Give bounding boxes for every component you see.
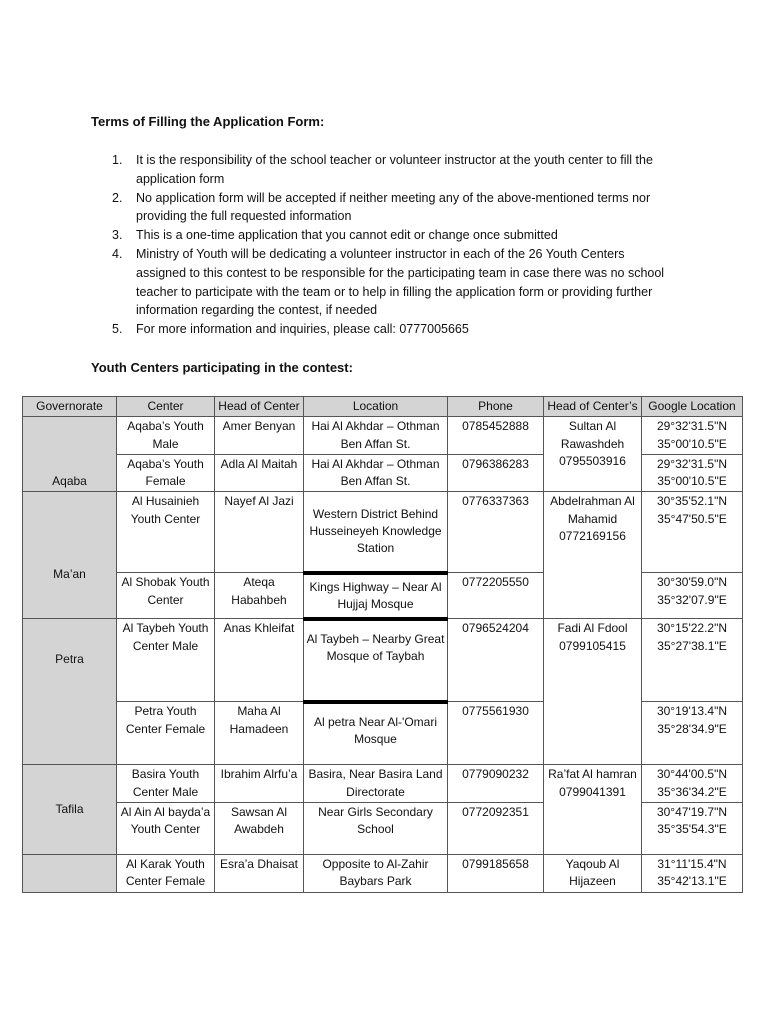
- gps-cell: 30°35'52.1"N 35°47'50.5"E: [642, 492, 743, 573]
- head-cell: Ibrahim Alrfu’a: [215, 765, 304, 803]
- center-cell: Al Karak Youth Center Female: [117, 855, 215, 893]
- location-cell: Al Taybeh – Nearby Great Mosque of Taybah: [304, 619, 448, 702]
- governorate-cell: Ma’an: [23, 492, 117, 619]
- head-cell: Esra’a Dhaisat: [215, 855, 304, 893]
- location-cell: Kings Highway – Near Al Hujjaj Mosque: [304, 573, 448, 619]
- terms-list: [112, 151, 672, 339]
- terms-heading: Terms of Filling the Application Form:: [91, 114, 325, 129]
- center-cell: Aqaba’s Youth Male: [117, 417, 215, 455]
- center-cell: Al Taybeh Youth Center Male: [117, 619, 215, 702]
- contact-cell: Fadi Al Fdool 0799105415: [544, 619, 642, 765]
- gps-cell: 30°30'59.0"N 35°32'07.9"E: [642, 573, 743, 619]
- list-item: 5. For more information and inquiries, please call: 0777005665: [112, 322, 469, 337]
- term-text: For more information and inquiries, please call: 0777005665: [136, 322, 469, 337]
- list-item: 4. Ministry of Youth will be dedicating a volunteer instructor in each of the 26 Youth Centers assigned to this contest to be responsible for the participating team in case there was no school teacher to participate with the team or to help in filling the application form or providing further information regarding the contest, if needed: [112, 246, 665, 318]
- center-cell: Al Ain Al bayda’a Youth Center: [117, 803, 215, 855]
- phone-cell: 0799185658: [448, 855, 544, 893]
- center-cell: Petra Youth Center Female: [117, 702, 215, 765]
- center-cell: Aqaba’s Youth Female: [117, 454, 215, 492]
- table-row: [23, 619, 743, 702]
- column-header: Location: [304, 397, 448, 417]
- location-cell: Hai Al Akhdar – Othman Ben Affan St.: [304, 454, 448, 492]
- location-cell: Basira, Near Basira Land Directorate: [304, 765, 448, 803]
- contact-cell: Ra’fat Al hamran 0799041391: [544, 765, 642, 855]
- governorate-cell: Aqaba: [23, 417, 117, 492]
- phone-cell: 0796386283: [448, 454, 544, 492]
- column-header: Governorate: [23, 397, 117, 417]
- table-row: [23, 492, 743, 573]
- governorate-cell: Petra: [23, 619, 117, 765]
- youth-centers-table: [22, 396, 743, 893]
- list-item: 3. This is a one-time application that you cannot edit or change once submitted: [112, 228, 558, 243]
- head-cell: Amer Benyan: [215, 417, 304, 455]
- table-header-row: [23, 397, 743, 417]
- term-text: Ministry of Youth will be dedicating a volunteer instructor in each of the 26 Youth Centers assigned to this contest to be responsible for the participating team in case there was no school teacher to participate with the team or to help in filling the application form or providing further information regarding the contest, if needed: [136, 246, 665, 318]
- phone-cell: 0796524204: [448, 619, 544, 702]
- phone-cell: 0772092351: [448, 803, 544, 855]
- location-cell: Hai Al Akhdar – Othman Ben Affan St.: [304, 417, 448, 455]
- head-cell: Nayef Al Jazi: [215, 492, 304, 573]
- term-text: No application form will be accepted if neither meeting any of the above-mentioned terms nor providing the full requested information: [136, 190, 651, 224]
- gps-cell: 29°32'31.5"N 35°00'10.5"E: [642, 454, 743, 492]
- table-row: [23, 417, 743, 455]
- center-cell: Basira Youth Center Male: [117, 765, 215, 803]
- head-cell: Ateqa Habahbeh: [215, 573, 304, 619]
- contact-cell: Abdelrahman Al Mahamid 0772169156: [544, 492, 642, 619]
- list-item: 2. No application form will be accepted if neither meeting any of the above-mentioned terms nor providing the full requested information: [112, 190, 651, 224]
- gps-cell: 30°44'00.5"N 35°36'34.2"E: [642, 765, 743, 803]
- head-cell: Anas Khleifat: [215, 619, 304, 702]
- column-header: Phone: [448, 397, 544, 417]
- gps-cell: 31°11'15.4"N 35°42'13.1"E: [642, 855, 743, 893]
- contact-cell: Sultan Al Rawashdeh 0795503916: [544, 417, 642, 492]
- head-cell: Sawsan Al Awabdeh: [215, 803, 304, 855]
- phone-cell: 0785452888: [448, 417, 544, 455]
- column-header: Head of Center’s: [544, 397, 642, 417]
- head-cell: Maha Al Hamadeen: [215, 702, 304, 765]
- gps-cell: 30°47'19.7"N 35°35'54.3"E: [642, 803, 743, 855]
- phone-cell: 0779090232: [448, 765, 544, 803]
- gps-cell: 30°19'13.4"N 35°28'34.9"E: [642, 702, 743, 765]
- center-cell: Al Shobak Youth Center: [117, 573, 215, 619]
- column-header: Head of Center: [215, 397, 304, 417]
- location-cell: Al petra Near Al-'Omari Mosque: [304, 702, 448, 765]
- governorate-cell: [23, 855, 117, 893]
- contact-cell: Yaqoub Al Hijazeen: [544, 855, 642, 893]
- head-cell: Adla Al Maitah: [215, 454, 304, 492]
- center-cell: Al Husainieh Youth Center: [117, 492, 215, 573]
- location-cell: Opposite to Al-Zahir Baybars Park: [304, 855, 448, 893]
- column-header: Google Location: [642, 397, 743, 417]
- table-row: [23, 765, 743, 803]
- governorate-cell: Tafila: [23, 765, 117, 855]
- location-cell: Western District Behind Husseineyeh Knowledge Station: [304, 492, 448, 573]
- column-header: Center: [117, 397, 215, 417]
- centers-heading: Youth Centers participating in the contest:: [91, 360, 353, 375]
- location-cell: Near Girls Secondary School: [304, 803, 448, 855]
- gps-cell: 30°15'22.2"N 35°27'38.1"E: [642, 619, 743, 702]
- phone-cell: 0775561930: [448, 702, 544, 765]
- gps-cell: 29°32'31.5"N 35°00'10.5"E: [642, 417, 743, 455]
- phone-cell: 0776337363: [448, 492, 544, 573]
- table-row: [23, 855, 743, 893]
- list-item: 1. It is the responsibility of the school teacher or volunteer instructor at the youth center to fill the application form: [112, 153, 653, 186]
- term-text: It is the responsibility of the school teacher or volunteer instructor at the youth center to fill the application form: [136, 153, 653, 186]
- phone-cell: 0772205550: [448, 573, 544, 619]
- term-text: This is a one-time application that you cannot edit or change once submitted: [136, 228, 558, 243]
